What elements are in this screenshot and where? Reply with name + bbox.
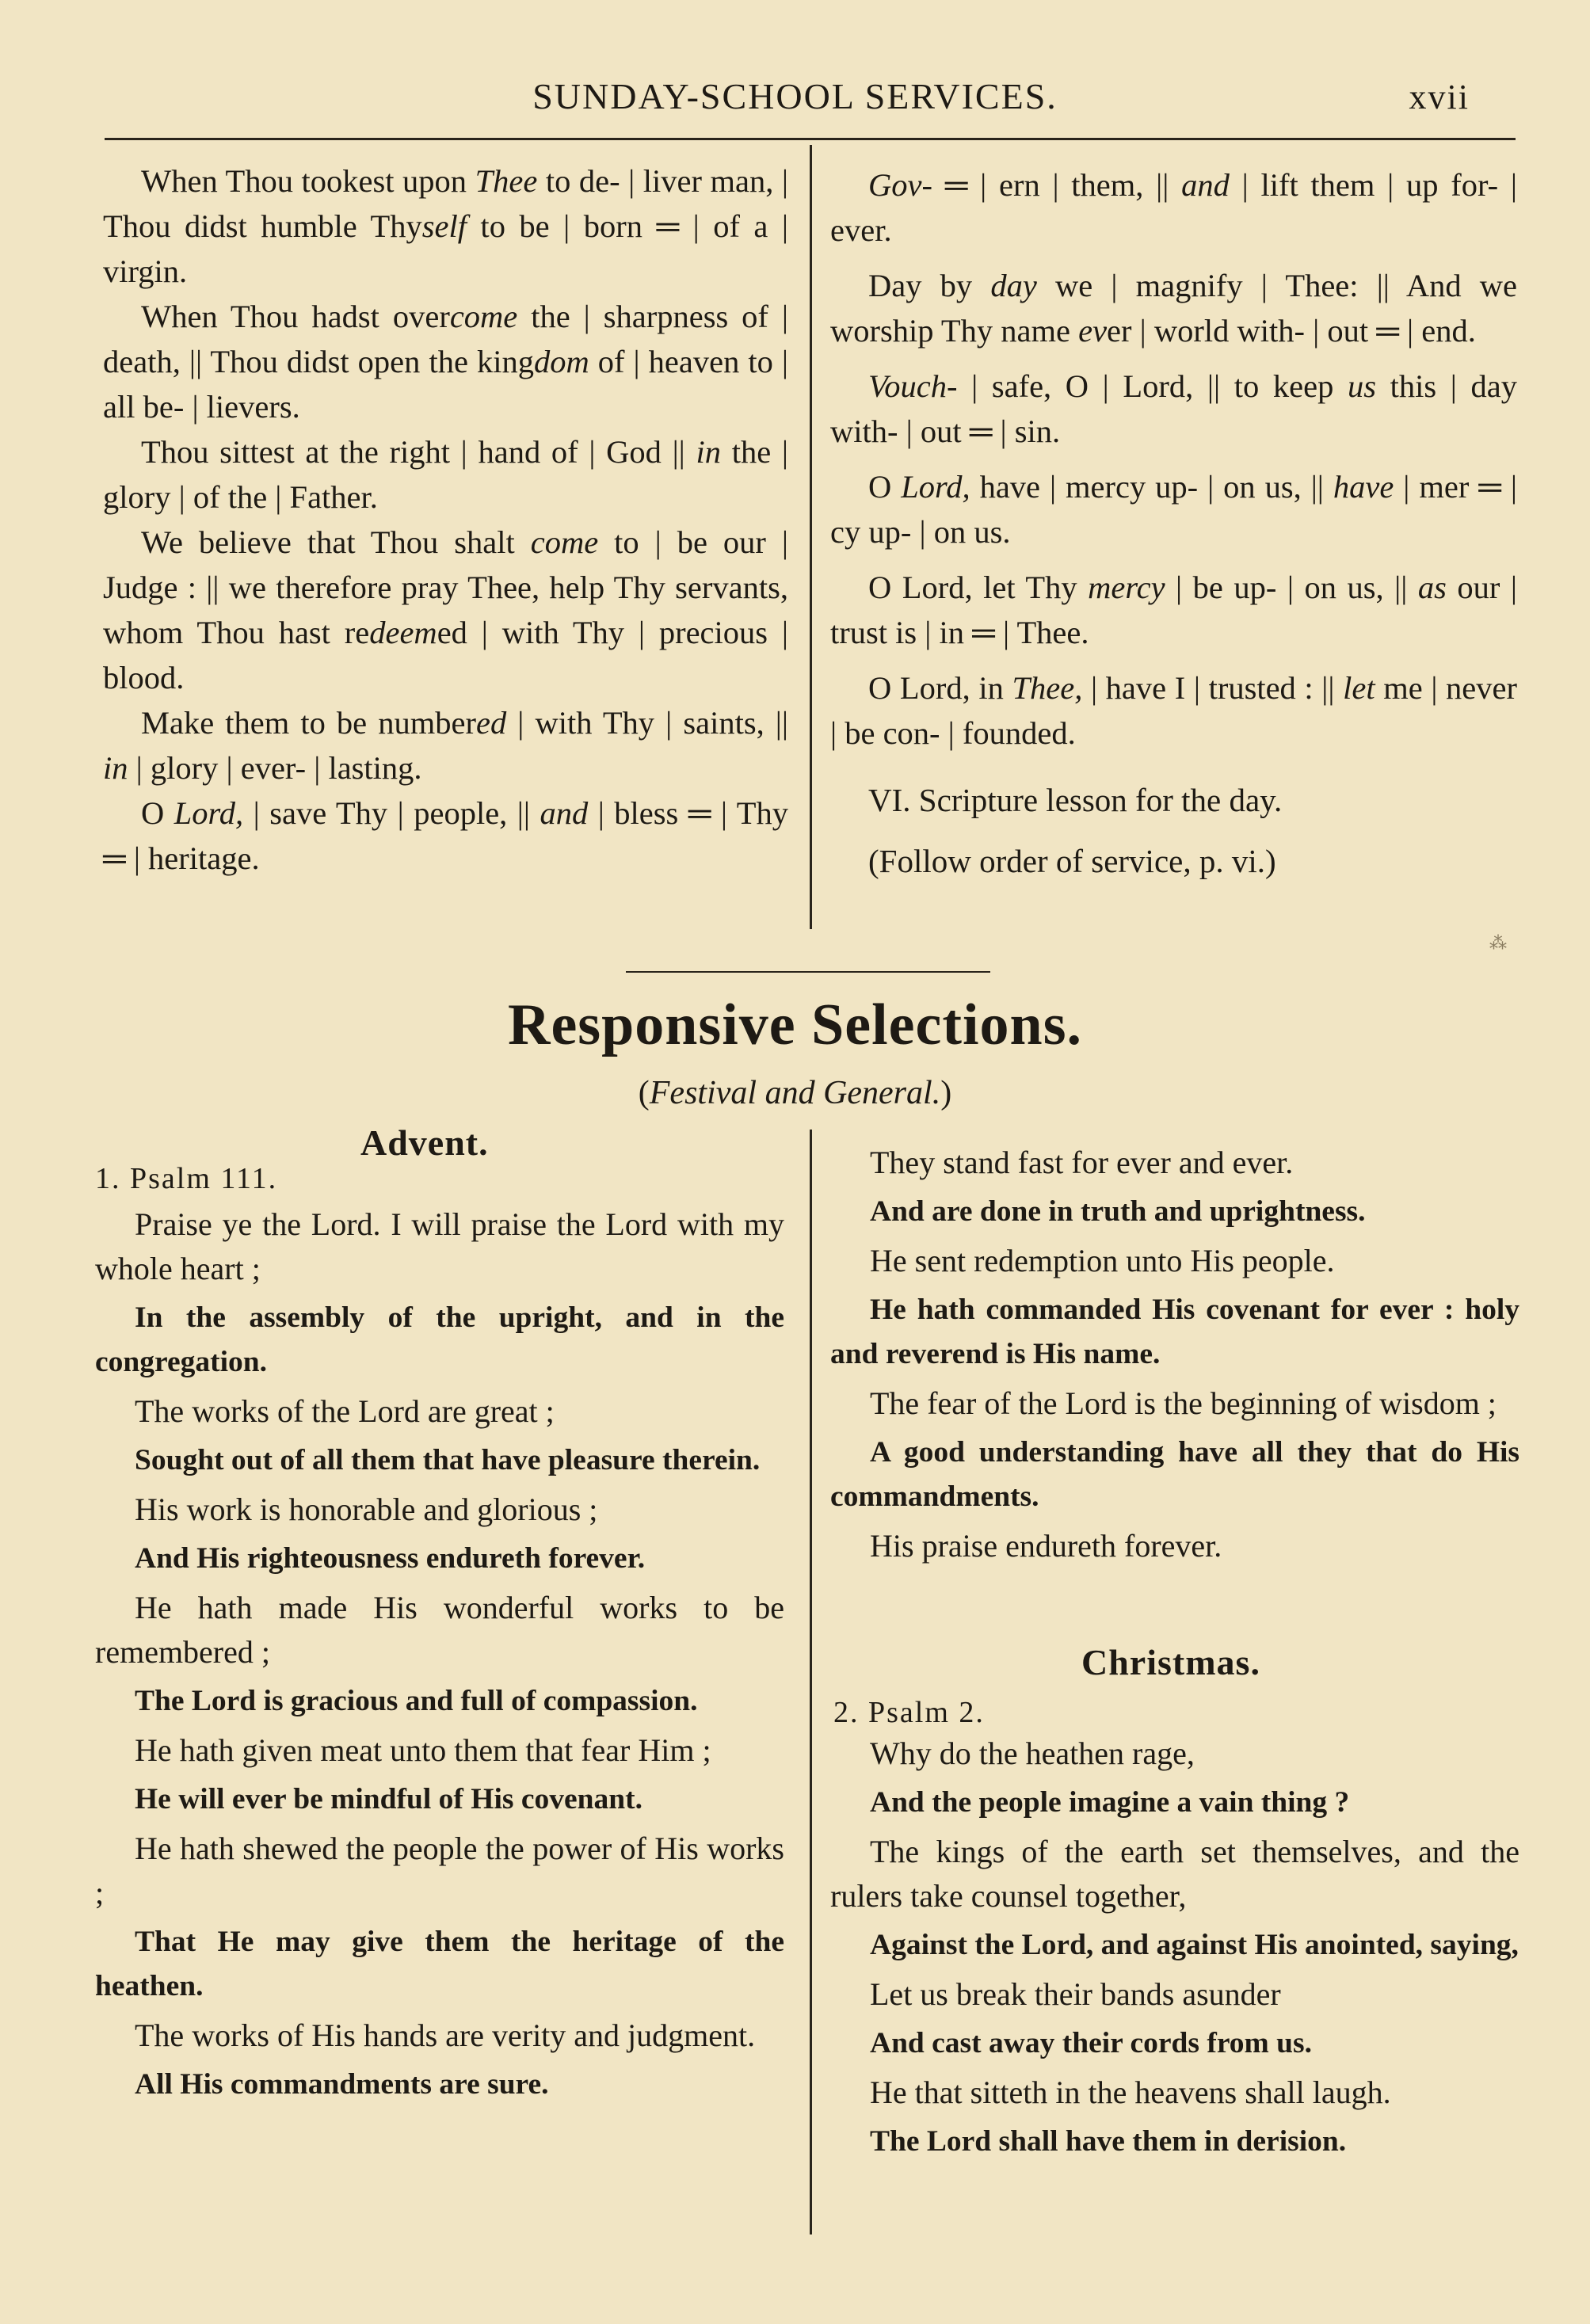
page-number: xvii: [1409, 78, 1470, 116]
response-line: A good understanding have all they that do His commandments.: [830, 1436, 1519, 1513]
verse: When Thou hadst overcome the | sharpness of | death, || Thou didst open the kingdom of | heaven to | all be- | lievers.: [103, 299, 788, 425]
response-line: In the assembly of the upright, and in the congregation.: [95, 1301, 784, 1378]
response-line: He hath commanded His covenant for ever : holy and reverend is His name.: [830, 1293, 1519, 1370]
response-line: And cast away their cords from us.: [870, 2027, 1312, 2059]
leader-line: His praise endureth forever.: [870, 1528, 1222, 1564]
canticle-right-column: [830, 162, 1517, 884]
verse: O Lord, have | mercy up- | on us, || have | mer ═ | cy up- | on us.: [830, 469, 1518, 550]
christmas-responses: [830, 1727, 1519, 2164]
header-rule: [105, 138, 1516, 140]
response-line: The Lord is gracious and full of compassion.: [135, 1685, 698, 1717]
leader-line: He hath given meat unto them that fear Him ;: [135, 1732, 711, 1768]
verse: O Lord, in Thee, | have I | trusted : || let me | never | be con- | founded.: [830, 670, 1517, 751]
verse: Day by day we | magnify | Thee: || And we worship Thy name ever | world with- | out ═ | end.: [830, 268, 1517, 349]
leader-line: The fear of the Lord is the beginning of wisdom ;: [870, 1385, 1497, 1421]
psalm-111-label: 1. Psalm 111.: [95, 1162, 278, 1195]
leader-line: The works of the Lord are great ;: [135, 1393, 555, 1429]
verse: Make them to be numbered | with Thy | saints, || in | glory | ever- | lasting.: [103, 705, 788, 786]
response-line: He will ever be mindful of His covenant.: [135, 1783, 642, 1815]
leader-line: The kings of the earth set themselves, and the rulers take counsel together,: [830, 1834, 1519, 1914]
response-line: Against the Lord, and against His anointed, saying,: [870, 1929, 1519, 1961]
verse: O Lord, let Thy mercy | be up- | on us, || as our | trust is | in ═ | Thee.: [830, 570, 1517, 650]
scripture-instruction: VI. Scripture lesson for the day.: [868, 782, 1283, 818]
section-divider: [626, 971, 990, 973]
leader-line: He hath made His wonderful works to be remembered ;: [95, 1590, 784, 1670]
response-line: All His commandments are sure.: [135, 2068, 549, 2101]
response-line: Sought out of all them that have pleasure therein.: [135, 1444, 761, 1476]
page-blemish: ⁂: [1489, 933, 1507, 953]
running-title: SUNDAY-SCHOOL SERVICES.: [532, 76, 1058, 116]
leader-line: He sent redemption unto His people.: [870, 1243, 1335, 1278]
verse: O Lord, | save Thy | people, || and | bless ═ | Thy ═ | heritage.: [103, 795, 789, 876]
response-line: The Lord shall have them in derision.: [870, 2125, 1347, 2158]
advent-heading: Advent.: [360, 1122, 489, 1163]
verse: Thou sittest at the right | hand of | God || in the | glory | of the | Father.: [103, 434, 788, 515]
leader-line: Praise ye the Lord. I will praise the Lord with my whole heart ;: [95, 1206, 784, 1286]
response-line: And the people imagine a vain thing ?: [870, 1786, 1350, 1819]
running-header: [95, 75, 1495, 132]
leader-line: His work is honorable and glorious ;: [135, 1492, 598, 1527]
response-line: And are done in truth and uprightness.: [870, 1195, 1366, 1228]
verse: When Thou tookest upon Thee to de- | liver man, | Thou didst humble Thyself to be | born ═ | of a | virgin.: [103, 163, 788, 289]
psalm-2-label: 2. Psalm 2.: [833, 1696, 985, 1729]
section-subtitle: (Festival and General.): [638, 1075, 952, 1111]
verse: We believe that Thou shalt come to | be our | Judge : || we therefore pray Thee, help Thy servants, whom Thou hast redeemed | with Thy | precious | blood.: [103, 524, 789, 695]
verse: Vouch- | safe, O | Lord, || to keep us this | day with- | out ═ | sin.: [830, 368, 1517, 449]
advent-responses-left: [95, 1198, 784, 2107]
leader-line: The works of His hands are verity and judgment.: [135, 2017, 756, 2053]
leader-line: He that sitteth in the heavens shall laugh.: [870, 2074, 1391, 2110]
christmas-heading: Christmas.: [1081, 1642, 1260, 1682]
section-title: Responsive Selections.: [508, 992, 1082, 1057]
leader-line: He hath shewed the people the power of His works ;: [95, 1831, 784, 1911]
advent-responses-right: [830, 1136, 1519, 1568]
leader-line: Why do the heathen rage,: [870, 1735, 1195, 1771]
leader-line: Let us break their bands asunder: [870, 1976, 1281, 2012]
response-line: That He may give them the heritage of the heathen.: [95, 1926, 784, 2002]
canticle-left-column: [103, 158, 788, 881]
leader-line: They stand fast for ever and ever.: [870, 1145, 1294, 1180]
follow-order-note: (Follow order of service, p. vi.): [868, 843, 1276, 879]
column-divider-bottom: [810, 1130, 812, 2234]
column-divider-top: [810, 145, 812, 929]
response-line: And His righteousness endureth forever.: [135, 1542, 646, 1575]
verse: Gov- ═ | ern | them, || and | lift them | up for- | ever.: [830, 167, 1517, 248]
